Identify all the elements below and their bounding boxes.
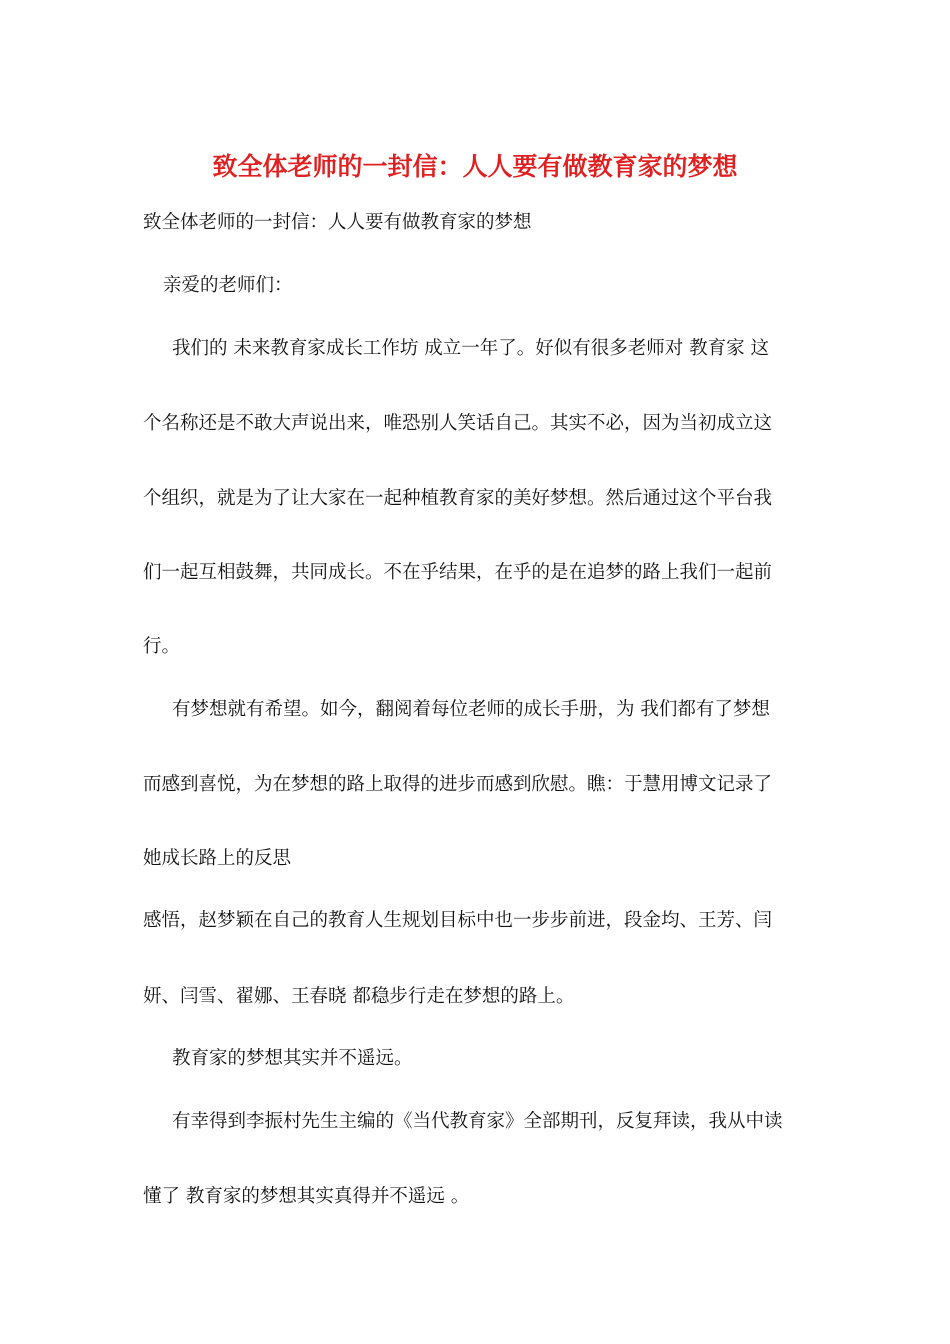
paragraph-line: 我们的 未来教育家成长工作坊 成立一年了。好似有很多老师对 教育家 这 [172, 338, 770, 359]
subtitle-line: 致全体老师的一封信：人人要有做教育家的梦想 [143, 212, 532, 233]
paragraph-line: 而感到喜悦，为在梦想的路上取得的进步而感到欣慰。瞧：于慧用博文记录了 [143, 774, 773, 795]
paragraph-line: 感悟，赵梦颖在自己的教育人生规划目标中也一步步前进，段金均、王芳、闫 [143, 910, 773, 931]
paragraph-line: 个组织，就是为了让大家在一起种植教育家的美好梦想。然后通过这个平台我 [143, 488, 773, 509]
paragraph-line: 有梦想就有希望。如今，翻阅着每位老师的成长手册，为 我们都有了梦想 [172, 699, 770, 720]
paragraph-line: 她成长路上的反思 [143, 848, 292, 869]
paragraph-line: 有幸得到李振村先生主编的《当代教育家》全部期刊，反复拜读，我从中读 [172, 1111, 783, 1132]
paragraph-line: 教育家的梦想其实并不遥远。 [172, 1048, 413, 1069]
paragraph-line: 个名称还是不敢大声说出来，唯恐别人笑话自己。其实不必，因为当初成立这 [143, 413, 773, 434]
paragraph-line: 懂了 教育家的梦想其实真得并不遥远 。 [143, 1186, 470, 1207]
paragraph-line: 们一起互相鼓舞，共同成长。不在乎结果，在乎的是在追梦的路上我们一起前 [143, 562, 773, 583]
paragraph-line: 妍、闫雪、翟娜、王春晓 都稳步行走在梦想的路上。 [143, 986, 575, 1007]
document-title: 致全体老师的一封信：人人要有做教育家的梦想 [212, 152, 738, 181]
paragraph-line: 行。 [143, 636, 181, 657]
greeting: 亲爱的老师们： [163, 275, 293, 296]
